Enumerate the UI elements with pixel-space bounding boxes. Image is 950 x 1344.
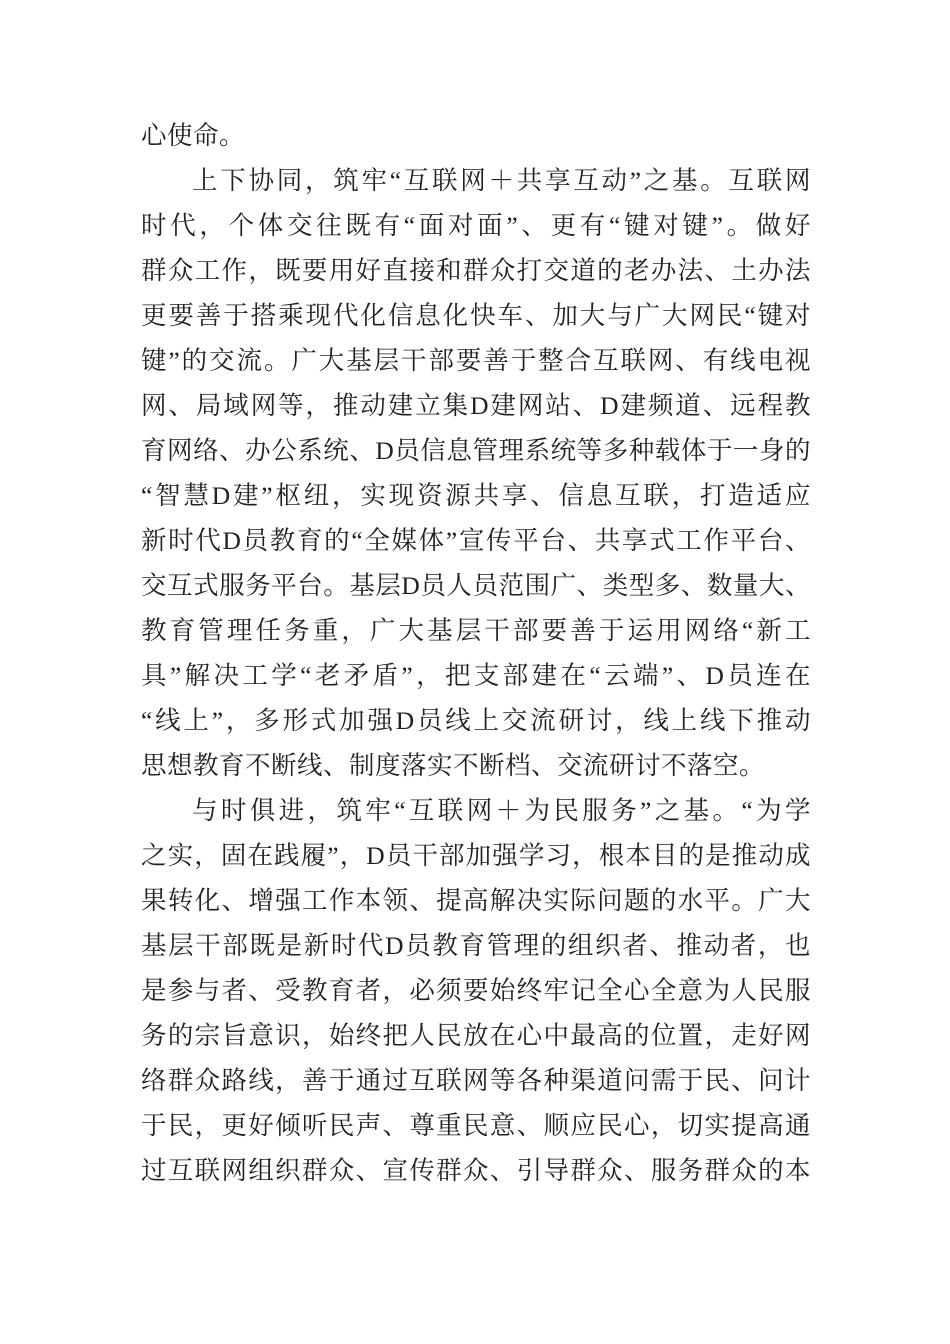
text-line: 果转化、增强工作本领、提高解决实际问题的水平。广大 xyxy=(141,886,811,915)
text-line: 是参与者、受教育者，必须要始终牢记全心全意为人民服 xyxy=(141,976,811,1005)
text-line: 具”解决工学“老矛盾”，把支部建在“云端”、D员连在 xyxy=(141,661,811,690)
text-line: 于民，更好倾听民声、尊重民意、顺应民心，切实提高通 xyxy=(141,1111,811,1140)
text-line: 上下协同，筑牢“互联网＋共享互动”之基。互联网 xyxy=(192,166,811,195)
text-line: 与时俱进，筑牢“互联网＋为民服务”之基。“为学 xyxy=(192,796,811,825)
text-line: 键”的交流。广大基层干部要善于整合互联网、有线电视 xyxy=(141,346,811,375)
text-line: 交互式服务平台。基层D员人员范围广、类型多、数量大、 xyxy=(141,571,811,600)
text-line: 心使命。 xyxy=(141,121,246,150)
text-line: “线上”，多形式加强D员线上交流研讨，线上线下推动 xyxy=(141,706,811,735)
text-line: 过互联网组织群众、宣传群众、引导群众、服务群众的本 xyxy=(141,1156,811,1185)
text-line: 之实，固在践履”，D员干部加强学习，根本目的是推动成 xyxy=(141,841,811,870)
text-line: 群众工作，既要用好直接和群众打交道的老办法、土办法 xyxy=(141,256,811,285)
text-line: 育网络、办公系统、D员信息管理系统等多种载体于一身的 xyxy=(141,436,811,465)
text-block xyxy=(141,113,811,1193)
text-line: 教育管理任务重，广大基层干部要善于运用网络“新工 xyxy=(141,616,811,645)
text-line: 基层干部既是新时代D员教育管理的组织者、推动者，也 xyxy=(141,931,811,960)
text-line: “智慧D建”枢纽，实现资源共享、信息互联，打造适应 xyxy=(141,481,811,510)
text-line: 更要善于搭乘现代化信息化快车、加大与广大网民“键对 xyxy=(141,301,811,330)
text-line: 时代，个体交往既有“面对面”、更有“键对键”。做好 xyxy=(141,211,811,240)
text-line: 务的宗旨意识，始终把人民放在心中最高的位置，走好网 xyxy=(141,1021,811,1050)
text-line: 新时代D员教育的“全媒体”宣传平台、共享式工作平台、 xyxy=(141,526,811,555)
text-line: 网、局域网等，推动建立集D建网站、D建频道、远程教 xyxy=(141,391,811,420)
text-line: 思想教育不断线、制度落实不断档、交流研讨不落空。 xyxy=(141,751,766,780)
text-line: 络群众路线，善于通过互联网等各种渠道问需于民、问计 xyxy=(141,1066,811,1095)
